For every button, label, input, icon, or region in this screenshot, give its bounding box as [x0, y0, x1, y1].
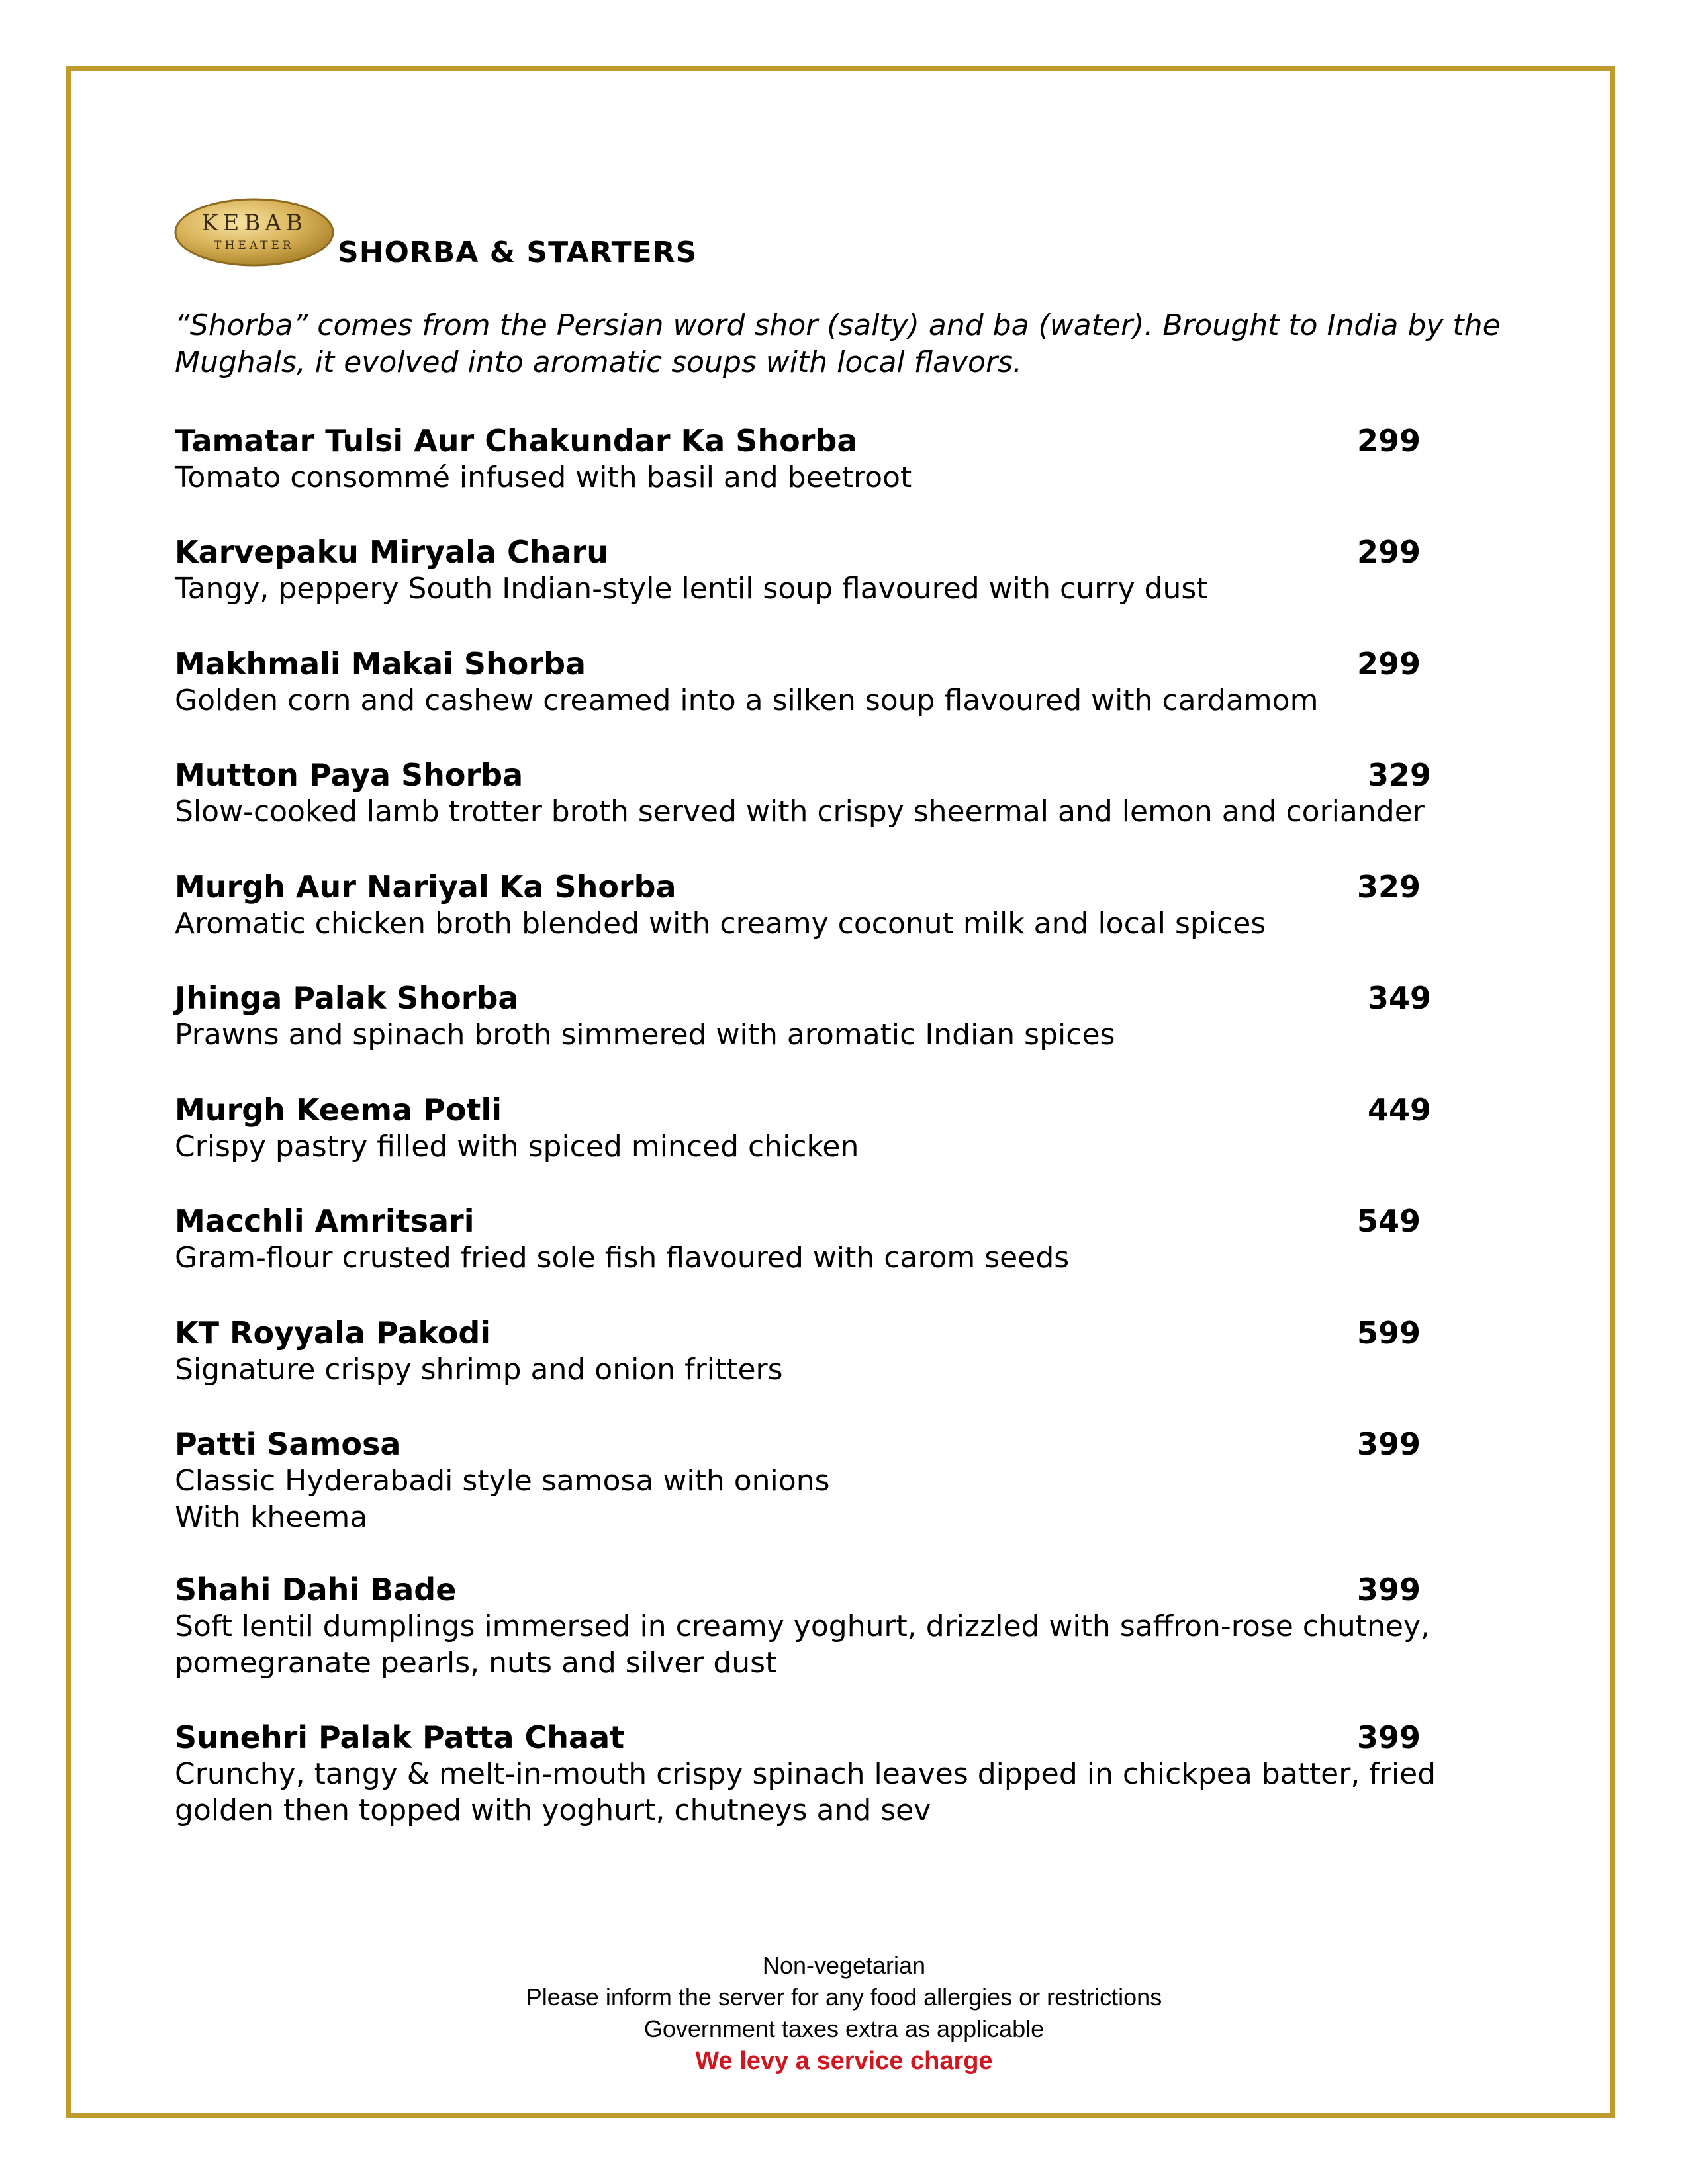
menu-item-price: 449 [1368, 1092, 1432, 1128]
footer-non-vegetarian: Non-vegetarian [762, 1952, 926, 1979]
menu-item-price: 599 [1357, 1315, 1421, 1351]
section-title: SHORBA & STARTERS [338, 236, 698, 269]
menu-item-price: 329 [1368, 757, 1432, 793]
menu-item-description: Soft lentil dumplings immersed in creamy yoghurt, drizzled with saffron-rose chutney, [175, 1610, 1430, 1643]
menu-item-name: Patti Samosa [175, 1426, 401, 1462]
footer-tax-note: Government taxes extra as applicable [643, 2015, 1045, 2042]
menu-item-name: Murgh Aur Nariyal Ka Shorba [175, 869, 677, 905]
menu-item [175, 1314, 1578, 1388]
menu-item [175, 1203, 1578, 1276]
menu-item-name: Sunehri Palak Patta Chaat [175, 1719, 625, 1755]
menu-item-description: Tangy, peppery South Indian-style lentil soup flavoured with curry dust [175, 572, 1208, 606]
logo-word-kebab: KEBAB [201, 210, 307, 236]
menu-item [175, 868, 1578, 942]
menu-item-name: Jhinga Palak Shorba [175, 980, 519, 1016]
kebab-theater-logo [173, 197, 335, 267]
menu-item [175, 533, 1578, 607]
menu-item [175, 645, 1578, 719]
footer [0, 1950, 1688, 2077]
menu-item-description: Aromatic chicken broth blended with creamy coconut milk and local spices [175, 907, 1266, 940]
menu-item [175, 1426, 1578, 1535]
menu-item-description: Prawns and spinach broth simmered with aromatic Indian spices [175, 1018, 1115, 1052]
menu-item-description: Golden corn and cashew creamed into a silken soup flavoured with cardamom [175, 684, 1319, 717]
menu-item [175, 756, 1578, 830]
menu-item-description: Classic Hyderabadi style samosa with onions [175, 1464, 830, 1498]
menu-item [175, 1719, 1578, 1829]
footer-service-charge: We levy a service charge [695, 2047, 993, 2075]
menu-item-description: Signature crispy shrimp and onion fritters [175, 1353, 783, 1387]
menu-item-price: 549 [1357, 1203, 1421, 1239]
menu-item-price: 349 [1368, 980, 1432, 1016]
menu-item-price: 299 [1357, 534, 1421, 570]
menu-item [175, 422, 1578, 496]
menu-item-name: Tamatar Tulsi Aur Chakundar Ka Shorba [175, 423, 858, 459]
menu-item-price: 299 [1357, 423, 1421, 459]
menu-item-name: Karvepaku Miryala Charu [175, 534, 608, 570]
menu-item-description: pomegranate pearls, nuts and silver dust [175, 1646, 777, 1680]
menu-item-name: KT Royyala Pakodi [175, 1315, 491, 1351]
menu-item-name: Shahi Dahi Bade [175, 1572, 457, 1608]
menu-item-price: 299 [1357, 646, 1421, 682]
intro-text: “Shorba” comes from the Persian word shor (salty) and ba (water). Brought to India by the Mughals, it evolved into aromatic soups with local flavors. [175, 308, 1501, 379]
menu-item-name: Mutton Paya Shorba [175, 757, 524, 793]
menu-item-price: 399 [1357, 1426, 1421, 1462]
menu-item-name: Macchli Amritsari [175, 1203, 475, 1239]
menu-item-description: Tomato consommé infused with basil and beetroot [175, 461, 912, 494]
menu-item-price: 329 [1357, 869, 1421, 905]
logo-word-theater: THEATER [214, 239, 295, 252]
menu-item-price: 399 [1357, 1572, 1421, 1608]
menu-item-description: Crispy pastry filled with spiced minced chicken [175, 1130, 859, 1163]
menu-item-name: Makhmali Makai Shorba [175, 646, 586, 682]
menu-item-name: Murgh Keema Potli [175, 1092, 502, 1128]
menu-item-description: Gram-flour crusted fried sole fish flavoured with carom seeds [175, 1241, 1070, 1275]
menu-item-description: golden then topped with yoghurt, chutneys and sev [175, 1794, 931, 1827]
menu-item-description: With kheema [175, 1500, 368, 1534]
menu-item-description: Slow-cooked lamb trotter broth served with crispy sheermal and lemon and coriander [175, 795, 1425, 829]
menu-item-price: 399 [1357, 1719, 1421, 1755]
menu-item [175, 979, 1578, 1053]
menu-item-description: Crunchy, tangy & melt-in-mouth crispy spinach leaves dipped in chickpea batter, fried [175, 1757, 1436, 1791]
menu-item [175, 1091, 1578, 1165]
footer-allergy-note: Please inform the server for any food allergies or restrictions [526, 1983, 1162, 2011]
menu-item [175, 1571, 1578, 1681]
